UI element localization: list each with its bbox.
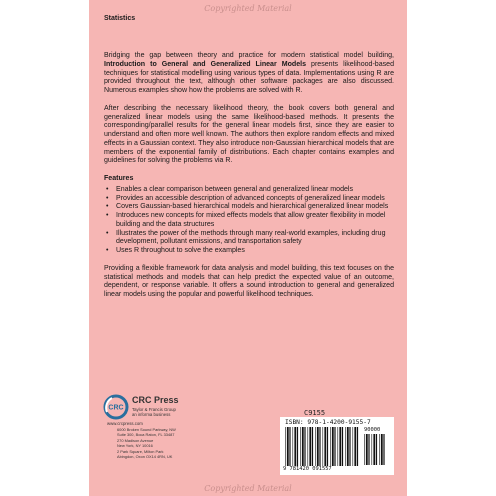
logo-text: CRC [108, 404, 124, 412]
back-cover [89, 0, 407, 496]
publisher-name: CRC Press [132, 395, 179, 405]
feature-item [104, 247, 394, 256]
publisher-url: www.crcpress.com [107, 421, 143, 426]
price-addon-number: 90000 [364, 427, 381, 433]
publisher-group: Taylor & Francis Group [132, 407, 176, 412]
blurb [104, 52, 394, 309]
bullet-icon: • [106, 212, 109, 219]
feature-item [104, 230, 394, 248]
feature-text: Uses R throughout to solve the examples [116, 247, 245, 254]
product-code: C9155 [304, 409, 326, 417]
barcode-digits: 9 781420 091557 [283, 466, 332, 472]
barcode-block [280, 417, 394, 475]
bullet-icon: • [106, 185, 109, 193]
address-line: Abingdon, Oxon OX14 4RN, UK [117, 453, 173, 459]
addon-barcode-icon [364, 434, 388, 466]
bullet-icon: • [106, 247, 109, 254]
isbn-text: ISBN: 978-1-4200-9155-7 [285, 419, 371, 426]
feature-item [104, 186, 394, 195]
feature-text: Illustrates the power of the methods through many real-world examples, including drug development, pollutant emissions, and transportation safety [116, 229, 386, 246]
address-line: 2 Park Square, Milton Park [117, 449, 164, 454]
publisher-tagline: an informa business [132, 412, 171, 417]
address-line: 6000 Broken Sound Parkway, NW [117, 427, 176, 432]
features-heading: Features [104, 175, 134, 182]
subject-category: Statistics [104, 15, 136, 22]
address-line: New York, NY 10016 [117, 442, 153, 448]
bullet-icon: • [106, 194, 109, 202]
address-line: Suite 300, Boca Raton, FL 33487 [117, 431, 175, 437]
address-line: 270 Madison Avenue [117, 438, 154, 443]
features-list [104, 186, 394, 256]
bullet-icon: • [106, 203, 109, 211]
feature-text: Introduces new concepts for mixed effects models that allow greater flexibility in model building and the data structures [116, 212, 386, 228]
closing-paragraph: Providing a flexible framework for data analysis and model building, this text focuses on the statistical methods and models that can help predict the expected value of an outcome, dependent, or response variable. It offers a sound introduction to general and generalized linear models using the popular and powerful likelihood techniques. [104, 264, 394, 298]
feature-item [104, 203, 394, 212]
feature-text: Covers Gaussian-based hierarchical models and hierarchical generalized linear models [116, 203, 389, 211]
intro-paragraph [104, 52, 394, 96]
crc-press-logo-icon [103, 394, 129, 420]
feature-item [104, 195, 394, 204]
second-paragraph: After describing the necessary likelihood theory, the book covers both general and generalized linear models using the same likelihood-based methods. It presents the corresponding/parallel results for the general linear models first, since they are easier to understand and often more well known. The authors then explore random effects and mixed effects in a Gaussian context. They also introduce non-Gaussian hierarchical models that are members of the exponential family of distributions. Each chapter contains examples and guidelines for solving the problems via R. [104, 104, 394, 165]
feature-text: Provides an accessible description of advanced concepts of generalized linear models [116, 194, 385, 202]
feature-item [104, 212, 394, 230]
barcode-icon [285, 427, 360, 467]
intro-text-end: presents likelihood-based techniques for statistical modelling using various types of data. Implementations using R are provided throughout the text, although other software packages are also discussed. Numerous examples show how the problems are solved with R. [104, 60, 395, 94]
feature-text: Enables a clear comparison between general and generalized linear models [116, 185, 353, 193]
book-title: Introduction to General and Generalized Linear Models [104, 60, 307, 68]
intro-text-start: Bridging the gap between theory and practice for modern statistical model building, [104, 52, 394, 59]
bullet-icon: • [106, 229, 109, 237]
watermark-top: Copyrighted Material [204, 4, 292, 13]
watermark-bottom: Copyrighted Material [204, 484, 292, 493]
